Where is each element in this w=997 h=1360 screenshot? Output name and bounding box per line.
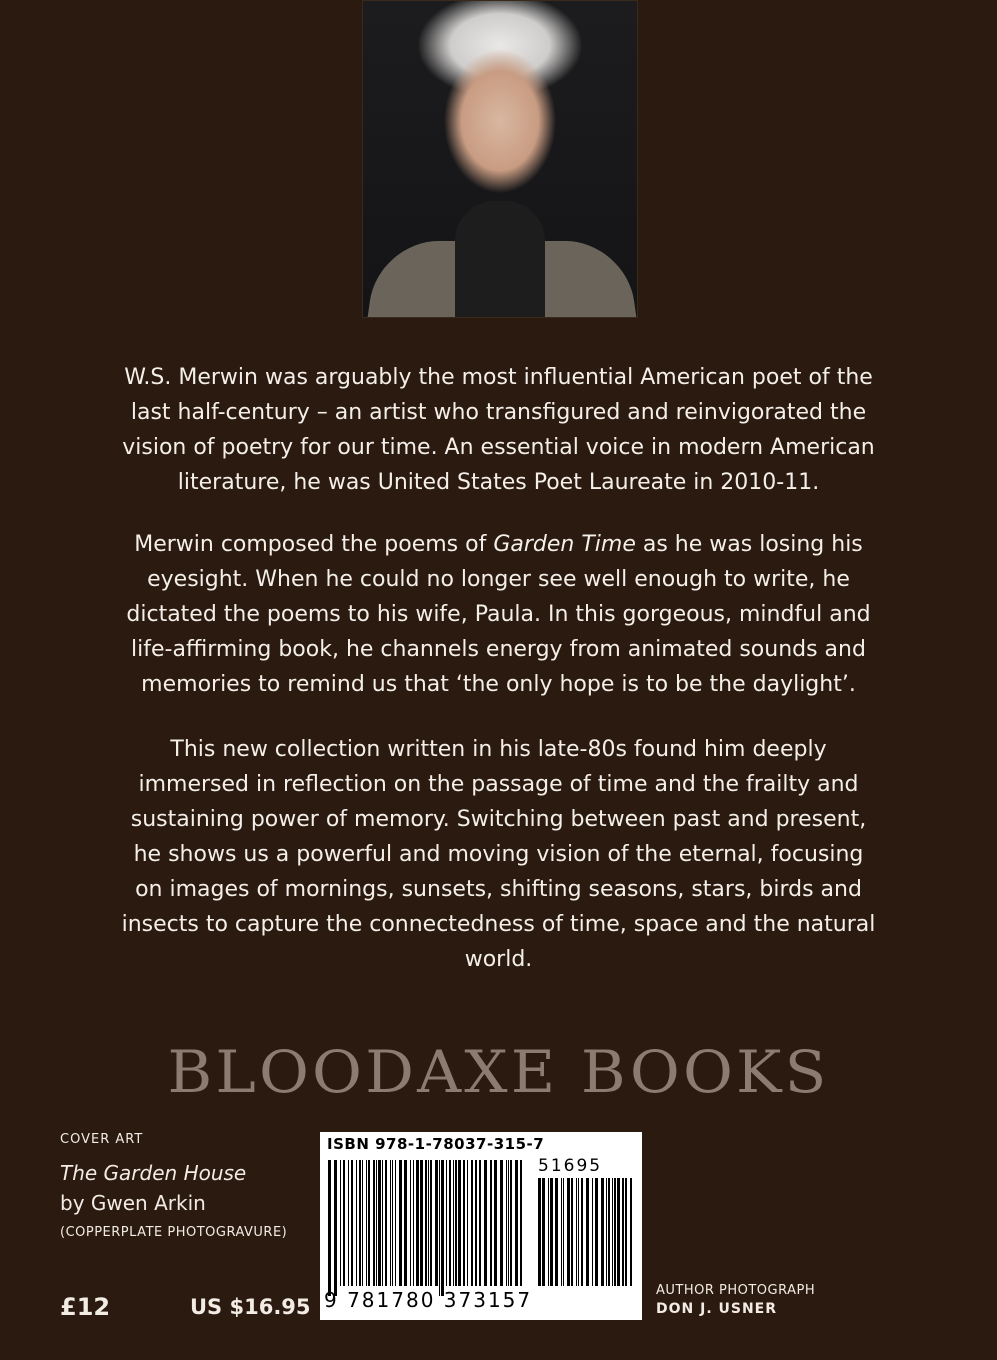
barcode-bar [458,1160,461,1286]
barcode-bar [404,1160,407,1286]
barcode-bar [395,1160,396,1286]
barcode-bar [567,1178,570,1286]
barcode-bar [449,1160,451,1286]
author-photo-credit [656,1283,815,1317]
barcode-bar [490,1160,492,1286]
barcode-bar [563,1178,564,1286]
barcode-bar [378,1160,381,1286]
barcode-bar [356,1160,357,1286]
barcode-bar [348,1160,349,1286]
barcode [320,1132,642,1320]
barcode-bar [446,1160,447,1286]
barcode-bar [576,1178,577,1286]
blurb-paragraph-2 [120,527,877,702]
barcode-main-bars [328,1160,523,1296]
barcode-bar [581,1178,583,1286]
barcode-bar [467,1160,468,1286]
barcode-bar [376,1160,377,1286]
photo-sweater [455,201,545,317]
barcode-bar [578,1178,579,1286]
barcode-bar [500,1160,503,1286]
barcode-bar [328,1160,331,1296]
barcode-bar [430,1160,432,1286]
barcode-bar [410,1160,411,1286]
barcode-bar [508,1160,509,1286]
barcode-bar [435,1160,438,1286]
blurb-paragraph-3: This new collection written in his late-80s found him deeply immersed in reflection on the passage of time and the frailty and sustaining power of memory. Switching between past and present, he shows us a powerful and moving vision of the eternal, focusing on images of mornings, sunsets, shifting seasons, stars, birds and insects to capture the connectedness of time, space and the natural world. [121,737,876,972]
barcode-addon-bars [538,1178,634,1296]
barcode-bar [561,1178,562,1286]
barcode-bar [463,1160,465,1286]
barcode-bar [399,1160,402,1286]
barcode-bar [601,1178,604,1286]
barcode-bar [416,1160,419,1286]
price-us: US $16.95 [190,1295,311,1319]
barcode-bar [340,1160,341,1286]
barcode-bar [506,1160,507,1286]
ean-number: 9 781780 373157 [324,1288,533,1312]
barcode-bar [413,1160,414,1286]
barcode-bar [608,1178,610,1286]
barcode-bar [366,1160,367,1286]
barcode-bar [622,1178,624,1286]
barcode-bar [475,1160,477,1286]
barcode-bar [595,1178,598,1286]
barcode-bar [592,1178,593,1286]
cover-art-medium: (COPPERPLATE PHOTOGRAVURE) [60,1225,288,1240]
author-photo [362,0,638,318]
author-photo-label: AUTHOR PHOTOGRAPH [656,1283,816,1298]
cover-art-title: The Garden House [60,1161,247,1185]
barcode-bar [385,1160,387,1286]
barcode-bar [382,1160,383,1286]
barcode-bar [612,1178,613,1286]
author-photo-name: DON J. USNER [656,1301,778,1317]
barcode-bar [390,1160,391,1286]
cover-art-artist: by Gwen Arkin [60,1191,206,1215]
barcode-bar [520,1160,522,1286]
barcode-bar [455,1160,457,1286]
barcode-bar [471,1160,473,1286]
barcode-bar [606,1178,607,1286]
barcode-bar [334,1160,337,1296]
barcode-bar [479,1160,481,1286]
price-gbp: £12 [60,1293,111,1321]
barcode-bar [571,1178,573,1286]
barcode-bar [542,1178,545,1286]
barcode-bar [625,1178,627,1286]
barcode-bar [614,1178,616,1286]
barcode-bar [453,1160,454,1286]
barcode-bar [441,1160,444,1296]
barcode-bar [343,1160,345,1286]
publisher-logo: BLOODAXE BOOKS [167,1038,830,1106]
barcode-bar [392,1160,393,1286]
barcode-bar [630,1178,632,1286]
barcode-bar [351,1160,353,1286]
barcode-addon-number: 51695 [538,1156,603,1176]
barcode-bar [510,1160,512,1286]
book-title-italic: Garden Time [493,532,636,557]
barcode-bar [425,1160,427,1286]
isbn-text: ISBN 978-1-78037-315-7 [327,1135,545,1153]
barcode-bar [362,1160,363,1286]
barcode-bar [538,1178,541,1286]
barcode-bar [484,1160,487,1286]
barcode-bar [494,1160,497,1286]
barcode-bar [368,1160,370,1286]
barcode-bar [420,1160,423,1286]
barcode-bar [617,1178,620,1286]
cover-art-credit [60,1130,287,1244]
barcode-bar [428,1160,429,1286]
blurb-p2-start: Merwin composed the poems of [134,532,494,557]
barcode-bar [359,1160,361,1286]
barcode-bar [586,1178,589,1286]
blurb-paragraph-1: W.S. Merwin was arguably the most influential American poet of the last half-century – an artist who transfigured and reinvigorated the vision of poetry for our time. An essential voice in modern American literature, he was United States Poet Laureate in 2010-11. [122,365,875,495]
barcode-bar [439,1160,440,1296]
blurb-p2-end: as he was losing his eyesight. When he could no longer see well enough to write, he dictated the poems to his wife, Paula. In this gorgeous, mindful and life-affirming book, he channels energy from animated sounds and memories to remind us that ‘the only hope is to be the daylight’. [126,532,871,697]
barcode-bar [515,1160,518,1286]
cover-art-label: COVER ART [60,1132,144,1147]
barcode-bar [555,1178,558,1286]
barcode-bar [373,1160,375,1286]
barcode-bar [548,1178,549,1286]
barcode-bar [550,1178,553,1286]
